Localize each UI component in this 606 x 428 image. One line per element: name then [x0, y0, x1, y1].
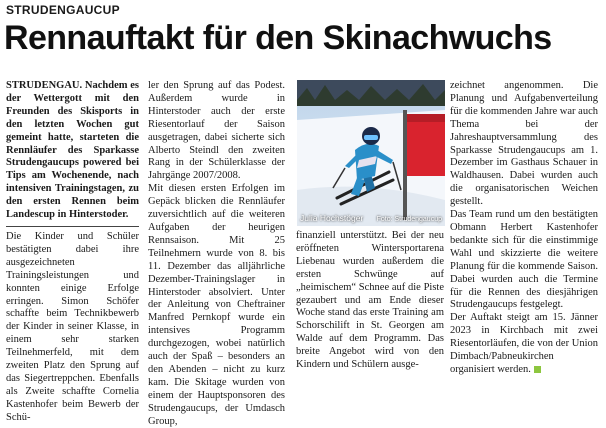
article-column-3 — [296, 230, 444, 372]
kicker: STRUDENGAUCUP — [6, 3, 120, 17]
skier-image — [297, 80, 445, 226]
paragraph: Das Team rund um den bestätigten Obmann Herbert Kastenhofer bedankte sich für die einstimmige Wahl und skizzierte die weitere Planung für die kommende Saison. Dabei wurden auch die Termine für die Rennen des diesjährigen Strudengaucups festgelegt. — [450, 209, 598, 311]
article-column-2 — [148, 80, 285, 428]
paragraph — [450, 312, 598, 377]
headline: Rennauftakt für den Skinachwuchs — [4, 19, 552, 57]
lead-text: Nachdem es der Wettergott mit den Freunden des Skisports in den letzten Wochen gut gemeint hatte, starteten die Rennläufer des Sparkasse Strudengaucups powered bei Tips am Wochenende, nach intensiven Trainingstagen, zu den ersten Rennen beim Landescup in Hinterstoder. — [6, 80, 139, 221]
closing-text: Der Auftakt steigt am 15. Jänner 2023 in Kirchbach mit zwei Riesentorläufen, die von der Union Dimbach/Pabneukirchen organisiert werden. — [450, 312, 598, 375]
article-lead — [6, 80, 139, 222]
photo-credit-agency: Foto: Strudengaucup — [376, 216, 442, 223]
article-photo — [297, 80, 445, 226]
photo-credit-photographer: Julia Hochstöger — [300, 213, 364, 223]
paragraph: ler den Sprung auf das Podest. Außerdem wurde in Hinterstoder auch der erste Riesentorlauf der Saison ausgetragen, dabei sicherte sich Alberto Steindl den zweiten Rang in der Schülerklasse der Jahrgänge 2007/2008. — [148, 80, 285, 182]
end-of-article-mark — [534, 366, 541, 373]
paragraph: Mit diesen ersten Erfolgen im Gepäck blicken die Rennläufer zuversichtlich auf die weiteren Aufgaben der heurigen Rennsaison. Mit 25 Teilnehmern wurde von 8. bis 11. Dezember das alljährliche Dezember-Trainingslager in Hinterstoder absolviert. Unter der Anleitung von Cheftrainer Manfred Pernkopf wurde ein intensives Programm durchgezogen, wobei natürlich auch der Spaß – besonders an den Abenden – nicht zu kurz kam. Die Skitage wurden von einem der Hauptsponsoren des Strudengaucups, der Umdasch Group, — [148, 183, 285, 427]
dateline: STRUDENGAU. — [6, 80, 83, 91]
article-column-1 — [6, 80, 139, 425]
paragraph: Die Kinder und Schüler bestätigten dabei ihre ausgezeichneten Trainingsleistungen und konnten einige Erfolge erringen. Simon Schöfer schaffte beim Technikbewerb der Kinder in seiner Klasse, in einem sehr starken Teilnehmerfeld, mit dem zweiten Platz den Sprung auf das Siegertreppchen. Ebenfalls als Zweite schaffte Cornelia Kastenhofer beim Bewerb der Schü- — [6, 230, 139, 423]
lead-divider — [6, 226, 139, 227]
paragraph: zeichnet angenommen. Die Planung und Aufgabenverteilung für die kommenden Jahre war auch Thema bei der Jahreshauptversammlung des Sparkasse Strudengaucups am 1. Dezember im Gasthaus Schauer in Waldhausen. Dabei wurden auch die organisatorischen Weichen gestellt. — [450, 80, 598, 208]
article-column-4 — [450, 80, 598, 377]
paragraph: finanziell unterstützt. Bei der neu eröffneten Wintersportarena Liebenau wurden außerdem die ersten Schwünge auf „heimischem“ Schnee auf die Piste gezaubert und am Ende dieser Woche stand das erste Training am Schorschilift in St. Georgen am Walde auf dem Programm. Das breite Angebot wird von den Kindern und Schülern ausge- — [296, 230, 444, 371]
